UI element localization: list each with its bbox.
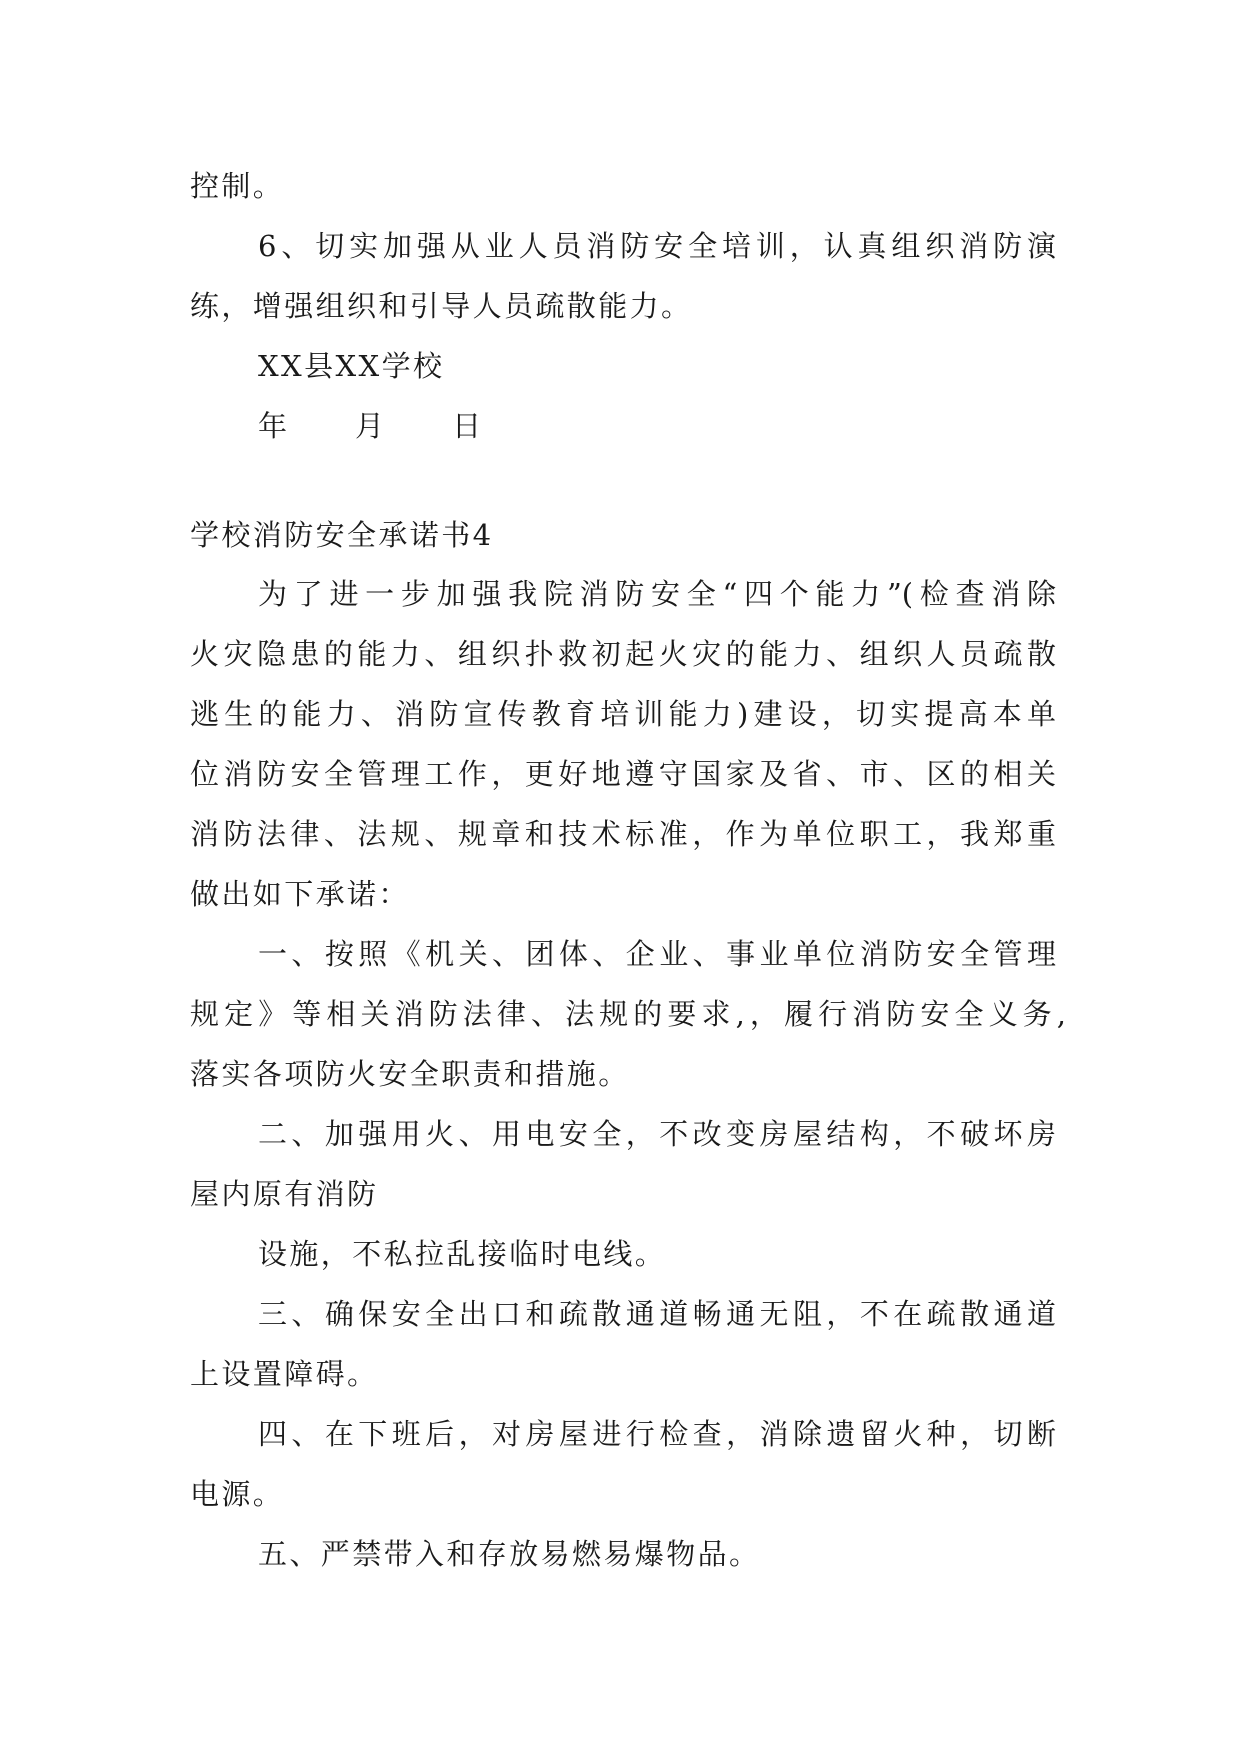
- paragraph-line: 三、确保安全出口和疏散通道畅通无阻，不在疏散通道: [258, 1297, 1056, 1331]
- paragraph-line: 设施，不私拉乱接临时电线。: [258, 1237, 667, 1271]
- paragraph-line: 位消防安全管理工作，更好地遵守国家及省、市、区的相关: [190, 757, 1056, 791]
- paragraph-line: 规定》等相关消防法律、法规的要求,，履行消防安全义务,: [190, 997, 1066, 1031]
- paragraph-line: 落实各项防火安全职责和措施。: [190, 1057, 630, 1091]
- paragraph-line: 消防法律、法规、规章和技术标准，作为单位职工，我郑重: [190, 817, 1056, 851]
- paragraph-line: 上设置障碍。: [190, 1357, 379, 1391]
- paragraph-line: 6、切实加强从业人员消防安全培训，认真组织消防演: [258, 229, 1056, 263]
- paragraph-line: 练，增强组织和引导人员疏散能力。: [190, 289, 693, 323]
- section-title: 学校消防安全承诺书4: [190, 518, 494, 552]
- paragraph-line: 屋内原有消防: [190, 1177, 379, 1211]
- paragraph-line: 一、按照《机关、团体、企业、事业单位消防安全管理: [258, 937, 1056, 971]
- paragraph-line: 逃生的能力、消防宣传教育培训能力)建设，切实提高本单: [190, 697, 1056, 731]
- paragraph-line: 五、严禁带入和存放易燃易爆物品。: [258, 1537, 761, 1571]
- paragraph-line: 控制。: [190, 169, 285, 203]
- paragraph-line: 电源。: [190, 1477, 285, 1511]
- date-year: 年: [258, 409, 290, 443]
- date-month: 月: [355, 409, 387, 443]
- date-line: [258, 406, 483, 446]
- paragraph-line: 二、加强用火、用电安全，不改变房屋结构，不破坏房: [258, 1117, 1056, 1151]
- paragraph-line: 火灾隐患的能力、组织扑救初起火灾的能力、组织人员疏散: [190, 637, 1056, 671]
- date-day: 日: [452, 409, 484, 443]
- paragraph-line: 四、在下班后，对房屋进行检查，消除遗留火种，切断: [258, 1417, 1056, 1451]
- paragraph-line: 做出如下承诺：: [190, 877, 410, 911]
- paragraph-line: 为了进一步加强我院消防安全“四个能力”(检查消除: [258, 577, 1056, 611]
- school-signature: XX县XX学校: [258, 349, 445, 383]
